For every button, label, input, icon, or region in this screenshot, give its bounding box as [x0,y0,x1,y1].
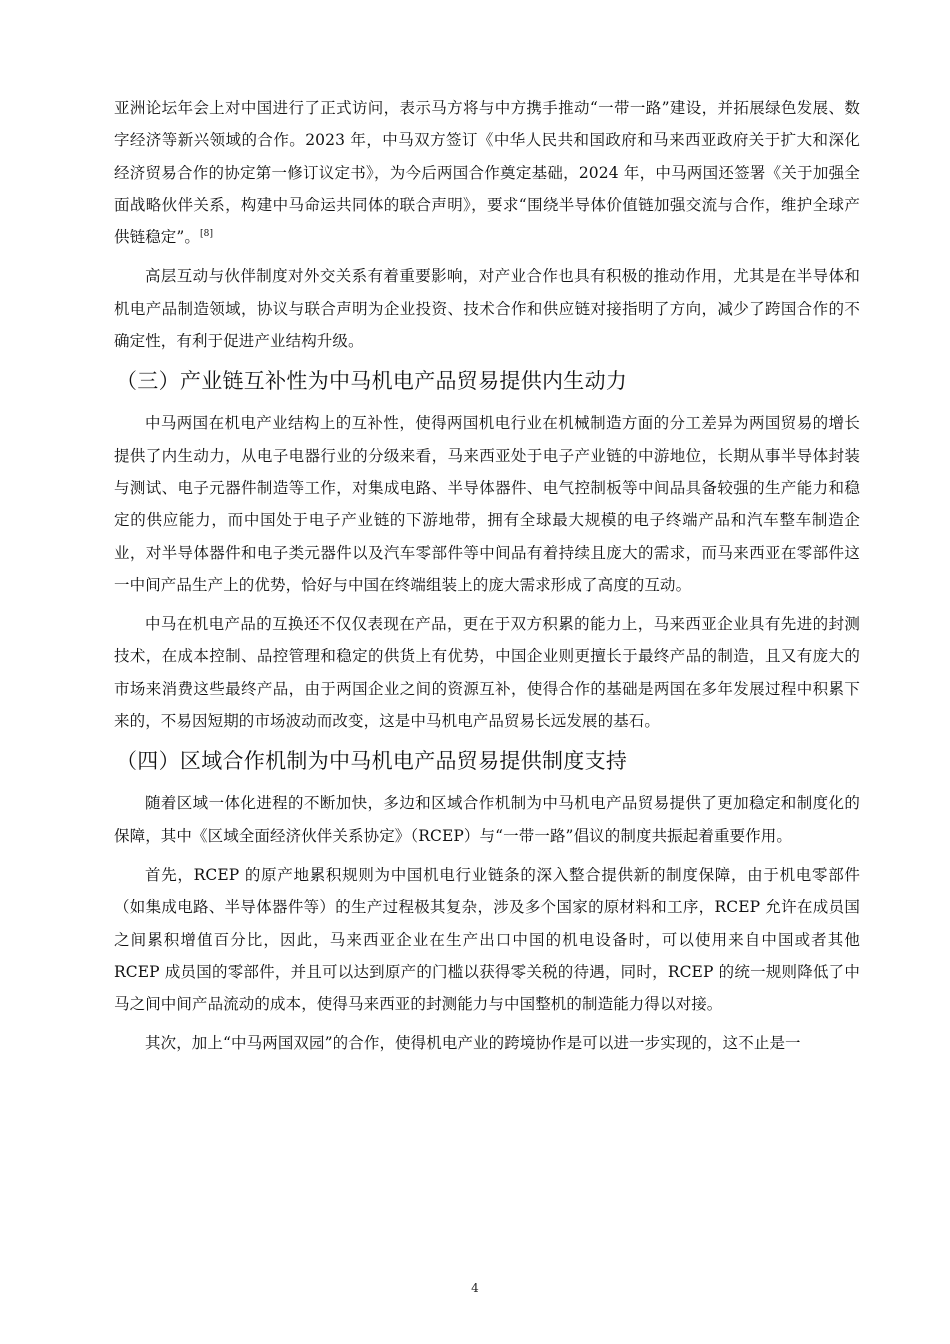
paragraph-text: 亚洲论坛年会上对中国进行了正式访问，表示马方将与中方携手推动“一带一路”建设，并拓展绿色发展、数字经济等新兴领域的合作。2023 年，中马双方签订《中华人民共和国政府和马来西亚政府关于扩大和深化经济贸易合作的协定第一修订议定书》，为今后两国合作奠定基础，2024 年，中马两国还签署《关于加强全面战略伙伴关系，构建中马命运共同体的联合声明》，要求“围绕半导体价值链加强交流与合作，维护全球产供链稳定”。 [114,99,860,247]
citation-reference: [8] [200,229,214,240]
paragraph: 其次，加上“中马两国双园”的合作，使得机电产业的跨境协作是可以进一步实现的，这不止是一 [145,1034,801,1053]
page-number: 4 [471,1281,479,1295]
paragraph-continued [114,92,860,253]
page-body [114,92,860,1060]
paragraph: 中马在机电产品的互换还不仅仅表现在产品，更在于双方积累的能力上，马来西亚企业具有先进的封测技术，在成本控制、品控管理和稳定的供货上有优势，中国企业则更擅长于最终产品的制造，且又有庞大的市场来消费这些最终产品，由于两国企业之间的资源互补，使得合作的基础是两国在多年发展过程中积累下来的，不易因短期的市场波动而改变，这是中马机电产品贸易长远发展的基石。 [114,615,860,731]
section-heading-3: （三）产业链互补性为中马机电产品贸易提供内生动力 [116,369,628,394]
paragraph: 随着区域一体化进程的不断加快，多边和区域合作机制为中马机电产品贸易提供了更加稳定和制度化的保障，其中《区域全面经济伙伴关系协定》（RCEP）与“一带一路”倡议的制度共振起着重要作用。 [114,794,860,845]
paragraph: 首先，RCEP 的原产地累积规则为中国机电行业链条的深入整合提供新的制度保障，由于机电零部件（如集成电路、半导体器件等）的生产过程极其复杂，涉及多个国家的原材料和工序，RCEP 允许在成员国之间累积增值百分比，因此，马来西亚企业在生产出口中国的机电设备时，可以使用来自中国或者其他 RCEP 成员国的零部件，并且可以达到原产的门槛以获得零关税的待遇，同时，RCEP 的统一规则降低了中马之间中间产品流动的成本，使得马来西亚的封测能力与中国整机的制造能力得以对接。 [114,865,860,1014]
section-heading-4: （四）区域合作机制为中马机电产品贸易提供制度支持 [116,749,628,774]
paragraph: 中马两国在机电产业结构上的互补性，使得两国机电行业在机械制造方面的分工差异为两国贸易的增长提供了内生动力，从电子电器行业的分级来看，马来西亚处于电子产业链的中游地位，长期从事半导体封装与测试、电子元器件制造等工作，对集成电路、半导体器件、电气控制板等中间品具备较强的生产能力和稳定的供应能力，而中国处于电子产业链的下游地带，拥有全球最大规模的电子终端产品和汽车整车制造企业，对半导体器件和电子类元器件以及汽车零部件等中间品有着持续且庞大的需求，而马来西亚在零部件这一中间产品生产上的优势，恰好与中国在终端组装上的庞大需求形成了高度的互动。 [114,414,860,594]
paragraph: 高层互动与伙伴制度对外交关系有着重要影响，对产业合作也具有积极的推动作用，尤其是在半导体和机电产品制造领域，协议与联合声明为企业投资、技术合作和供应链对接指明了方向，减少了跨国合作的不确定性，有利于促进产业结构升级。 [114,267,860,351]
